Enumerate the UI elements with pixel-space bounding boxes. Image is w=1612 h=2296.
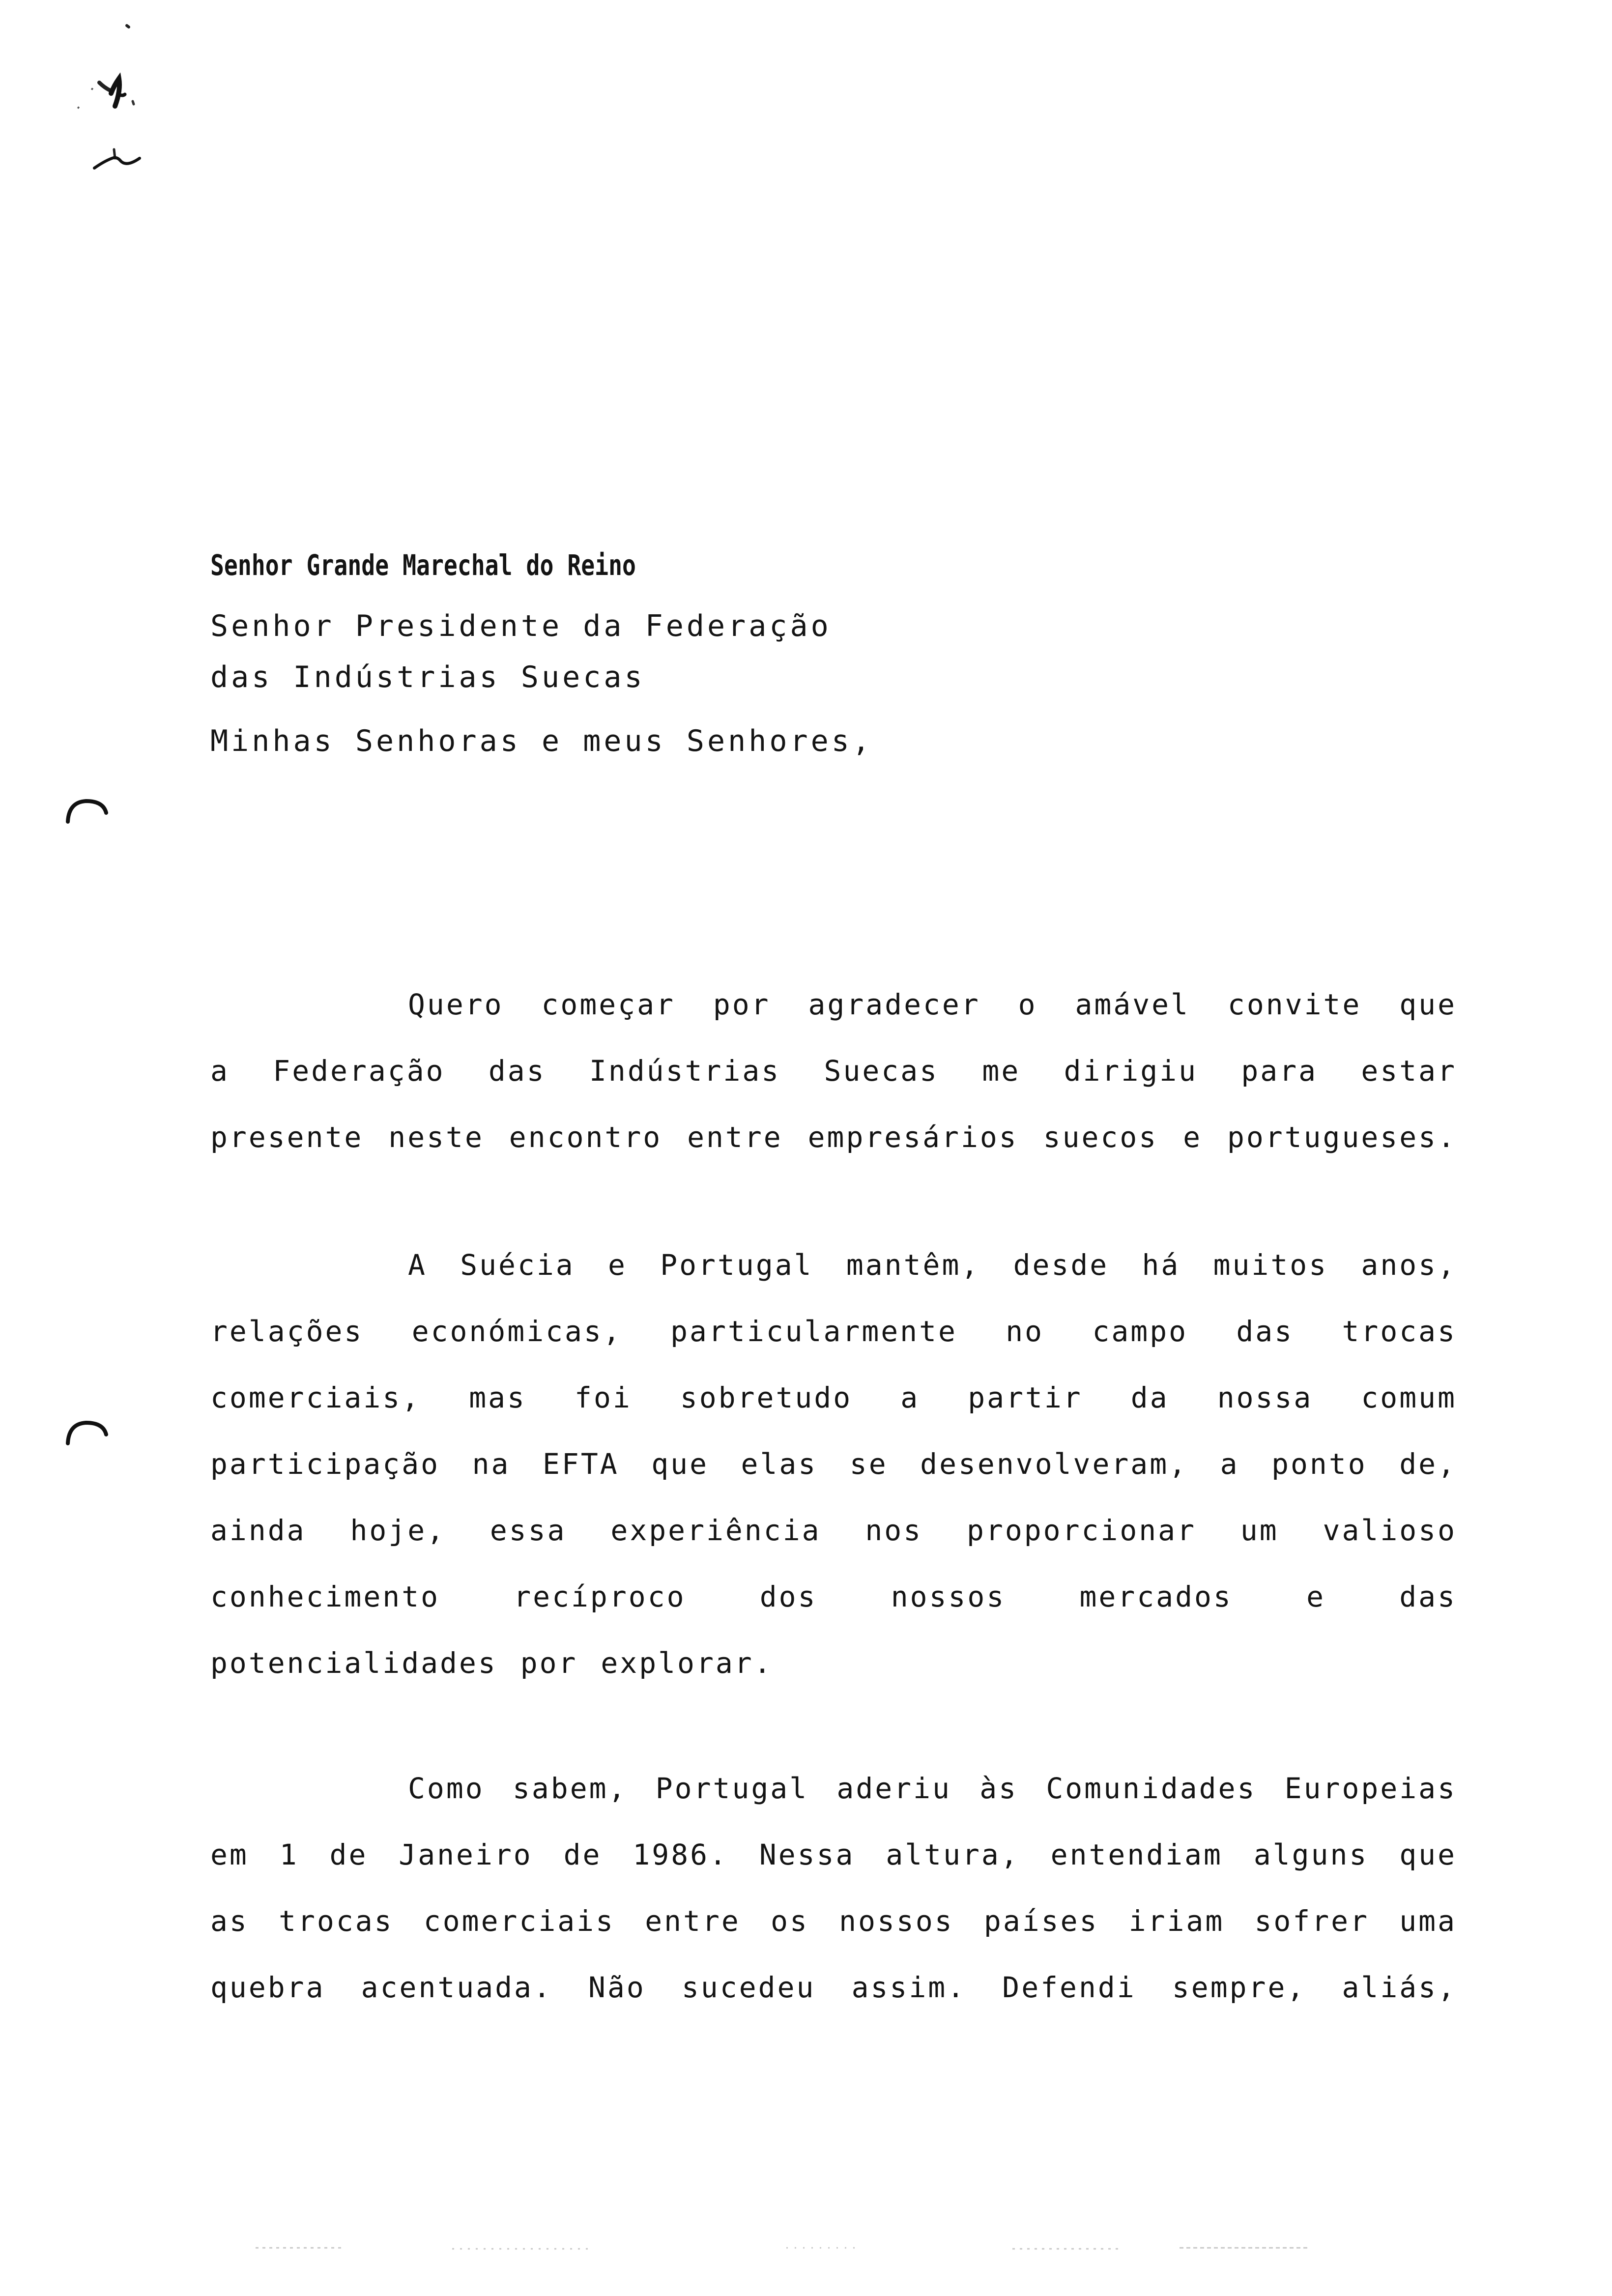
text-line: em 1 de Janeiro de 1986. Nessa altura, entendiam alguns que: [210, 1838, 1457, 1871]
text-line: conhecimento recíproco dos nossos mercados e das: [210, 1580, 1457, 1613]
handwritten-initials-icon: [69, 20, 147, 177]
salutation-title: Senhor Grande Marechal do Reino: [210, 548, 636, 582]
text-line: quebra acentuada. Não sucedeu assim. Defendi sempre, aliás,: [210, 1971, 1457, 2004]
text-line: ainda hoje, essa experiência nos proporcionar um valioso: [210, 1514, 1457, 1547]
text-line: relações económicas, particularmente no campo das trocas: [210, 1315, 1457, 1348]
text-line: comerciais, mas foi sobretudo a partir da nossa comum: [210, 1381, 1457, 1414]
salutation-line: Senhor Presidente da Federação: [210, 609, 832, 643]
text-line: presente neste encontro entre empresários suecos e portugueses.: [210, 1120, 1457, 1154]
scan-noise: [246, 2241, 1327, 2256]
salutation-line: Minhas Senhoras e meus Senhores,: [210, 724, 873, 758]
text-line: participação na EFTA que elas se desenvolveram, a ponto de,: [210, 1447, 1457, 1481]
punch-hole-icon: [64, 796, 108, 826]
text-line: A Suécia e Portugal mantêm, desde há muitos anos,: [408, 1248, 1457, 1282]
punch-hole-icon: [64, 1418, 108, 1447]
salutation-line: [210, 550, 743, 580]
text-line: Como sabem, Portugal aderiu às Comunidades Europeias: [408, 1772, 1457, 1805]
text-line: a Federação das Indústrias Suecas me dirigiu para estar: [210, 1054, 1457, 1088]
salutation-line: das Indústrias Suecas: [210, 660, 645, 694]
text-line: potencialidades por explorar.: [210, 1646, 773, 1680]
text-line: Quero começar por agradecer o amável convite que: [408, 988, 1457, 1021]
text-line: as trocas comerciais entre os nossos países iriam sofrer uma: [210, 1904, 1457, 1938]
